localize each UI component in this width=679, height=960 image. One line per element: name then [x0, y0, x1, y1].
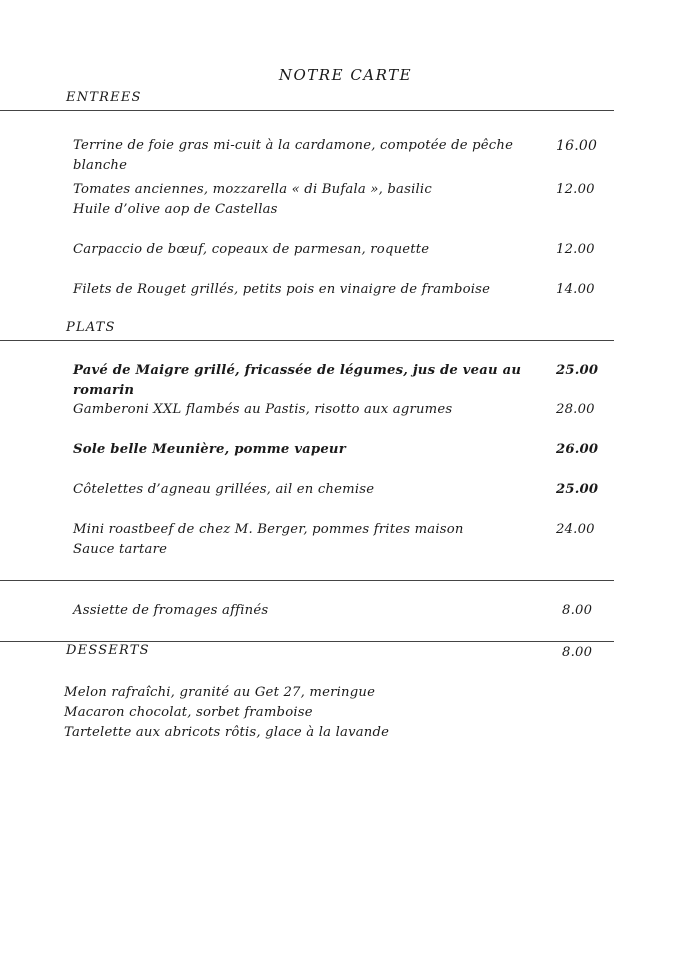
menu-item-price: 25.00: [556, 363, 599, 378]
dessert-item: Melon rafraîchi, granité au Get 27, meringue: [64, 685, 376, 700]
menu-item-price: 8.00: [562, 603, 593, 618]
menu-item-price: 12.00: [556, 242, 595, 257]
menu-item-price: 16.00: [556, 138, 598, 154]
menu-item-name: Côtelettes d’agneau grillées, ail en chemise: [73, 482, 375, 497]
menu-item-price: 26.00: [556, 442, 599, 457]
menu-item: [73, 280, 543, 300]
section-divider: [0, 110, 614, 111]
menu-item-name: Assiette de fromages affinés: [73, 603, 269, 618]
menu-item: [73, 520, 543, 560]
menu-item-fromages: [73, 601, 543, 621]
section-label-plats: PLATS: [66, 320, 116, 335]
menu-item: [73, 400, 543, 420]
menu-item-name: Terrine de foie gras mi-cuit à la cardamone, compotée de pêche blanche: [73, 138, 514, 173]
menu-item-name: Pavé de Maigre grillé, fricassée de légumes, jus de veau au romarin: [73, 363, 522, 398]
desserts-price: 8.00: [562, 645, 593, 660]
menu-item-price: 25.00: [556, 482, 599, 497]
menu-item-name: Tomates anciennes, mozzarella « di Bufala », basilic: [73, 182, 432, 197]
menu-item: [73, 136, 543, 176]
dessert-item: Tartelette aux abricots rôtis, glace à la lavande: [64, 725, 390, 740]
menu-item: [73, 240, 543, 260]
menu-item-name: Gamberoni XXL flambés au Pastis, risotto aux agrumes: [73, 402, 453, 417]
menu-item-name: Filets de Rouget grillés, petits pois en vinaigre de framboise: [73, 282, 491, 297]
menu-title: NOTRE CARTE: [278, 66, 413, 84]
section-divider: [0, 641, 614, 642]
menu-item-price: 12.00: [556, 182, 595, 197]
menu-item: [73, 480, 543, 500]
menu-item: [73, 361, 543, 401]
menu-item-name: Sole belle Meunière, pomme vapeur: [73, 442, 346, 457]
menu-item-price: 14.00: [556, 282, 595, 297]
menu-item: [73, 180, 543, 220]
section-divider: [0, 580, 614, 581]
menu-item-subline: Huile d’olive aop de Castellas: [73, 202, 278, 217]
menu-item-name: Carpaccio de bœuf, copeaux de parmesan, roquette: [73, 242, 430, 257]
menu-item-name: Mini roastbeef de chez M. Berger, pommes frites maison: [73, 522, 464, 537]
menu-item-price: 28.00: [556, 402, 595, 417]
dessert-item: Macaron chocolat, sorbet framboise: [64, 705, 313, 720]
section-label-desserts: DESSERTS: [66, 643, 150, 658]
section-divider: [0, 340, 614, 341]
section-label-entrees: ENTREES: [66, 90, 142, 105]
menu-item-subline: Sauce tartare: [73, 542, 168, 557]
menu-item-price: 24.00: [556, 522, 595, 537]
menu-item: [73, 440, 543, 460]
